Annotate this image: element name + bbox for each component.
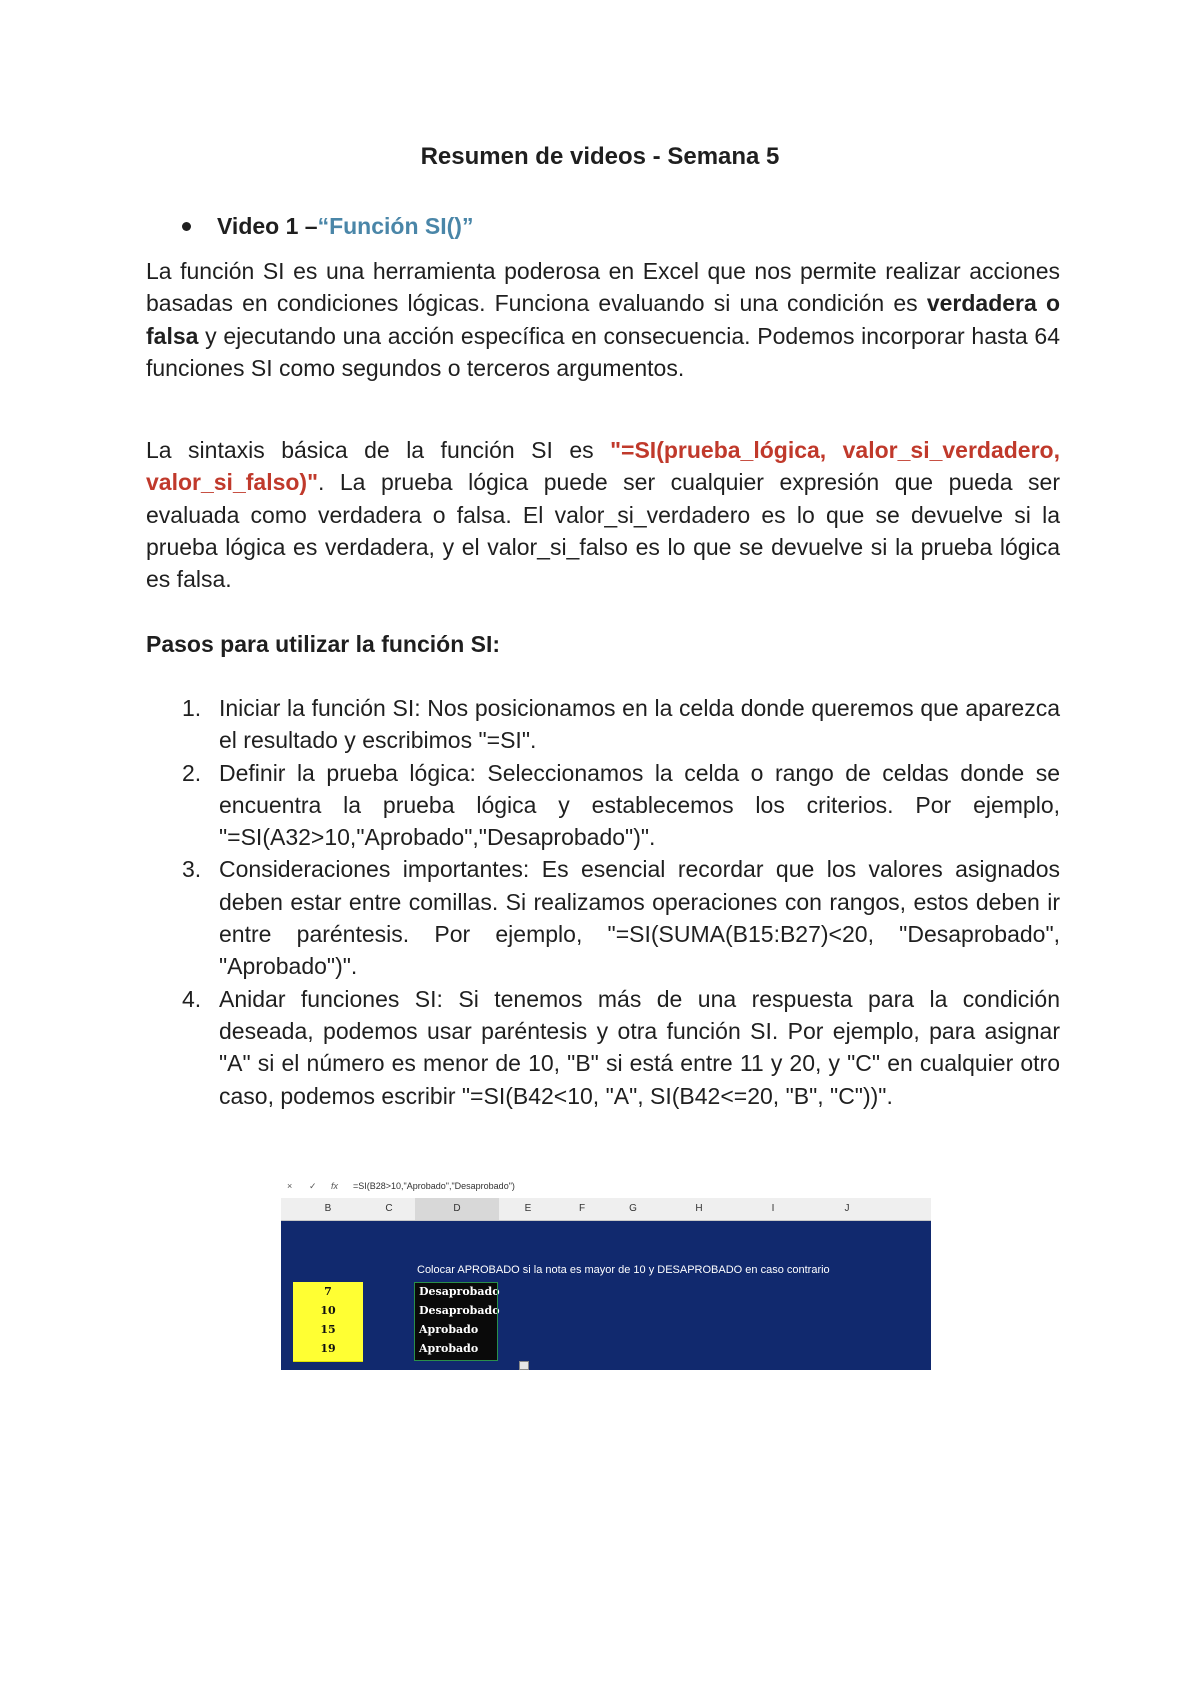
video-bullet: [182, 209, 473, 243]
column-header: B: [324, 1203, 332, 1214]
step-number: 4.: [182, 985, 202, 1012]
step-text: Definir la prueba lógica: Seleccionamos la celda o rango de celdas donde se encuentra la prueba lógica y establecemos los criterios. Por ejemplo, "=SI(A32>10,"Aprobado","Desaprobado")".: [219, 759, 1060, 851]
intro-paragraph-1: [146, 255, 1060, 384]
bullet-dot-icon: [182, 222, 191, 231]
grade-cell: 19: [293, 1339, 363, 1362]
excel-screenshot: [281, 1176, 931, 1370]
formula-text: =SI(B28>10,"Aprobado","Desaprobado"): [353, 1181, 515, 1191]
grade-cell: 10: [293, 1301, 363, 1321]
syntax-formula: "=SI(prueba_lógica, valor_si_verdadero, valor_si_falso)": [146, 437, 1060, 496]
formula-bar: [281, 1176, 931, 1199]
column-header: J: [844, 1203, 850, 1214]
video-label: Video 1 –: [217, 213, 318, 239]
sheet-caption: Colocar APROBADO si la nota es mayor de 10 y DESAPROBADO en caso contrario: [417, 1264, 830, 1276]
step-text: Iniciar la función SI: Nos posicionamos en la celda donde queremos que aparezca el resultado y escribimos "=SI".: [219, 695, 1060, 754]
intro-text-b: y ejecutando una acción específica en consecuencia. Podemos incorporar hasta 64 funciones SI como segundos o terceros argumentos.: [146, 322, 1060, 381]
list-item: [146, 983, 1060, 1112]
video-name: “Función SI()”: [317, 213, 474, 239]
step-text: Anidar funciones SI: Si tenemos más de una respuesta para la condición deseada, podemos usar paréntesis y otra función SI. Por ejemplo, para asignar "A" si el número es menor de 10, "B" si está entre 11 y 20, y "C" en cualquier otro caso, podemos escribir "=SI(B42<10, "A", SI(B42<=20, "B", "C"))".: [219, 985, 1060, 1109]
step-number: 1.: [182, 695, 202, 721]
selection-frame: [414, 1282, 498, 1361]
column-header: G: [629, 1203, 637, 1214]
fx-icon: fx: [331, 1181, 339, 1191]
grade-cell: 7: [293, 1282, 363, 1302]
intro-bold: verdadera o falsa: [146, 290, 1060, 349]
list-item: [146, 853, 1060, 982]
steps-heading: Pasos para utilizar la función SI:: [146, 631, 501, 657]
cancel-icon: ×: [287, 1181, 293, 1191]
column-header: I: [771, 1203, 775, 1214]
column-header-selected: D: [415, 1198, 499, 1220]
result-cell: Desaprobado: [415, 1301, 497, 1320]
column-header: F: [578, 1203, 586, 1214]
list-item: [146, 757, 1060, 854]
result-cell: Desaprobado: [415, 1282, 497, 1301]
step-text: Consideraciones importantes: Es esencial recordar que los valores asignados deben estar entre comillas. Si realizamos operaciones con rangos, estos deben ir entre paréntesis. Por ejemplo, "=SI(SUMA(B15:B27)<20, "Desaprobado", "Aprobado")".: [219, 856, 1060, 980]
step-number: 3.: [182, 856, 202, 883]
syntax-paragraph: [146, 434, 1060, 595]
syntax-text-b: . La prueba lógica puede ser cualquier expresión que pueda ser evaluada como verdadera o falsa. El valor_si_verdadero es lo que se devuelve si la prueba lógica es verdadera, y el valor_si_falso es lo que se devuelve si la prueba lógica es falsa.: [146, 469, 1060, 593]
steps-list: [146, 692, 1060, 1112]
result-cell: Aprobado: [415, 1339, 497, 1361]
step-number: 2.: [182, 759, 202, 786]
intro-text-a: La función SI es una herramienta poderosa en Excel que nos permite realizar acciones basadas en condiciones lógicas. Funciona evaluando si una condición es: [146, 258, 1060, 317]
list-item: [146, 692, 1060, 757]
autofill-options-icon: [519, 1361, 529, 1370]
column-header: E: [524, 1203, 532, 1214]
result-cell: Aprobado: [415, 1320, 497, 1339]
page-title: Resumen de videos - Semana 5: [420, 143, 780, 170]
syntax-text-a: La sintaxis básica de la función SI es: [146, 437, 611, 463]
grade-cell: 15: [293, 1320, 363, 1340]
column-header: H: [695, 1203, 703, 1214]
confirm-icon: ✓: [309, 1181, 317, 1191]
column-header: C: [385, 1203, 393, 1214]
column-headers: [281, 1198, 931, 1221]
